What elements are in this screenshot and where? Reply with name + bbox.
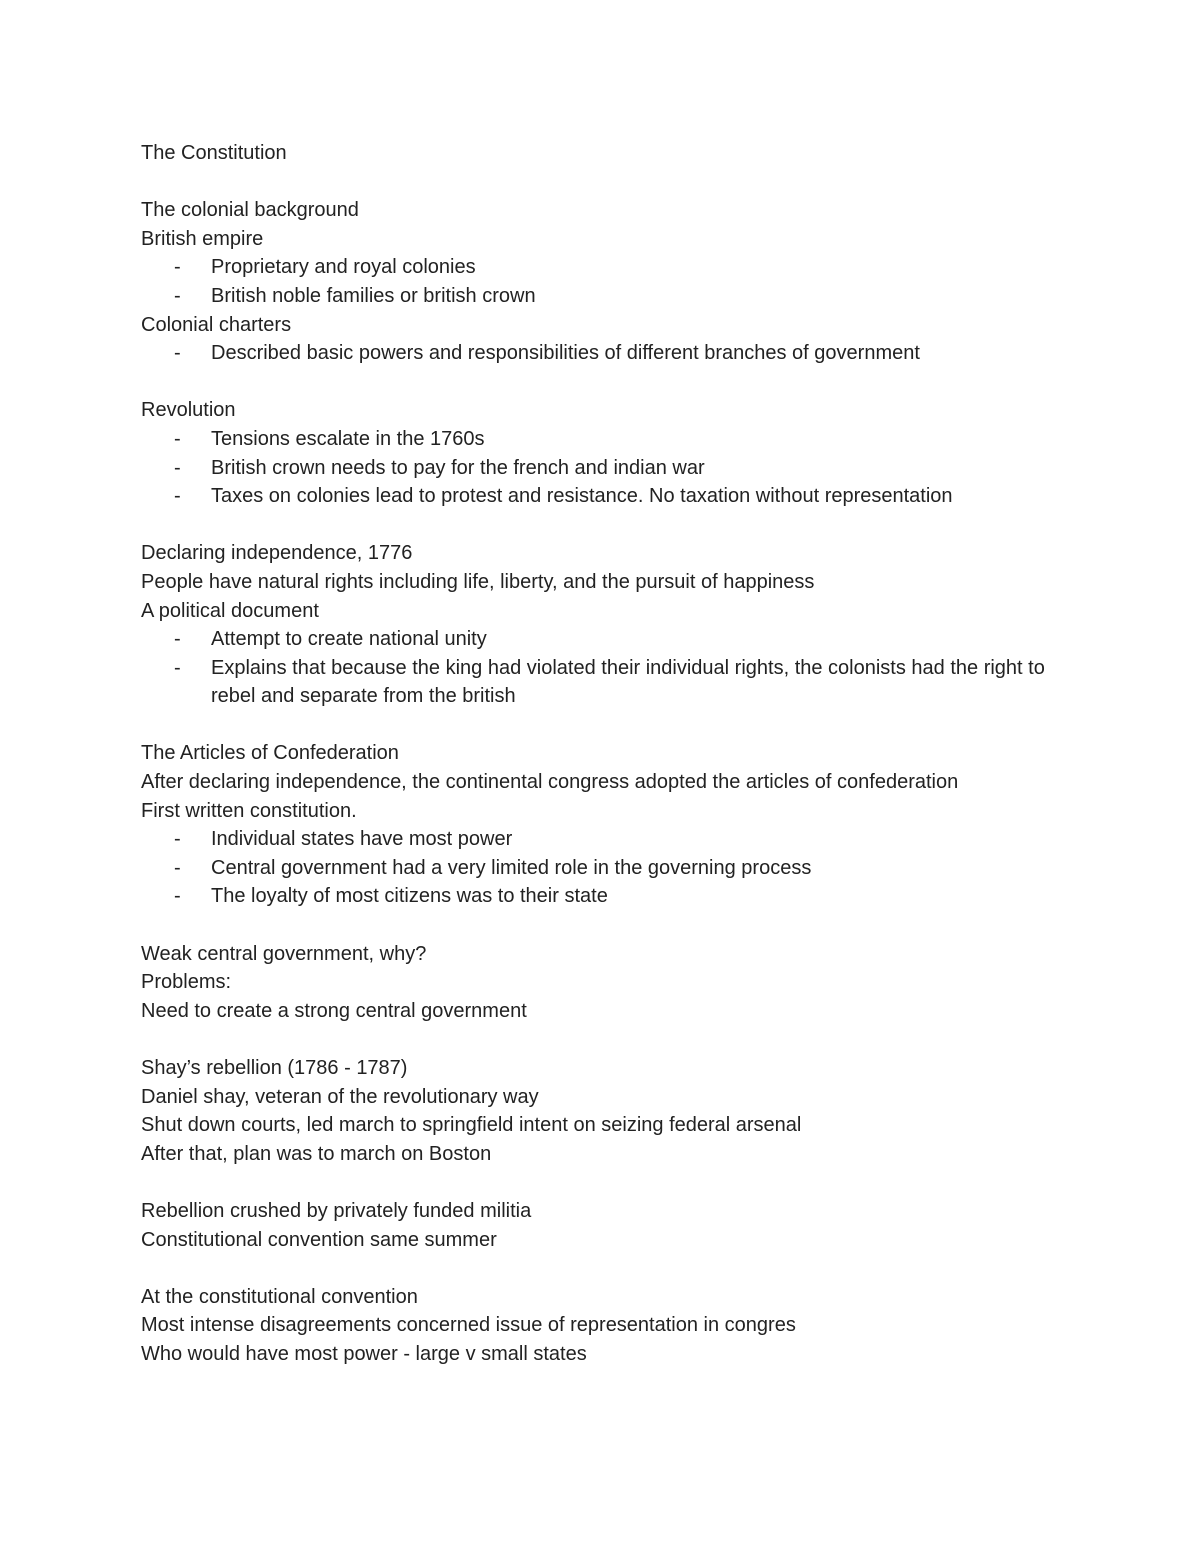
blank-line [141,1254,1081,1283]
bullet-item [141,482,1081,511]
blank-line [141,1168,1081,1197]
blank-line [141,711,1081,740]
bullet-item [141,454,1081,483]
dash-marker: - [174,656,181,679]
bullet-text: The loyalty of most citizens was to their state [211,885,608,908]
dash-marker: - [174,856,181,879]
text-line: Need to create a strong central government [141,999,527,1022]
bullet-text: Taxes on colonies lead to protest and resistance. No taxation without representation [211,485,953,508]
dash-marker: - [174,427,181,450]
text-line: Weak central government, why? [141,942,427,965]
bullet-text: Proprietary and royal colonies [211,256,476,279]
blank-line [141,368,1081,397]
text-line: Constitutional convention same summer [141,1228,497,1251]
dash-marker: - [174,628,181,651]
bullet-item [141,282,1081,311]
text-line: Most intense disagreements concerned issue of representation in congres [141,1314,796,1337]
bullet-item [141,625,1081,654]
bullet-text: Individual states have most power [211,828,513,851]
document-title: The Constitution [141,142,287,164]
bullet-item [141,882,1081,911]
bullet-text: Attempt to create national unity [211,628,487,651]
bullet-text: Central government had a very limited role in the governing process [211,856,812,879]
dash-marker: - [174,456,181,479]
text-line: First written constitution. [141,799,357,822]
dash-marker: - [174,485,181,508]
bullet-item [141,825,1081,854]
text-line: A political document [141,599,319,622]
subheading-british-empire: British empire [141,227,264,250]
text-line: People have natural rights including life, liberty, and the pursuit of happiness [141,570,815,593]
bullet-item [141,253,1081,282]
dash-marker: - [174,342,181,365]
section-heading-colonial: The colonial background [141,199,359,222]
section-heading-shays: Shay’s rebellion (1786 - 1787) [141,1057,408,1079]
blank-line [141,511,1081,540]
text-line: Daniel shay, veteran of the revolutionary way [141,1085,539,1108]
section-heading-convention: At the constitutional convention [141,1285,418,1308]
bullet-item [141,339,1081,368]
text-line: After that, plan was to march on Boston [141,1142,492,1165]
text-line: Shut down courts, led march to springfield intent on seizing federal arsenal [141,1114,802,1137]
dash-marker: - [174,284,181,307]
bullet-text: British crown needs to pay for the french and indian war [211,456,705,479]
document-body [141,139,1081,1369]
blank-line [141,1025,1081,1054]
bullet-text: Tensions escalate in the 1760s [211,427,485,450]
text-line: Problems: [141,971,232,994]
bullet-item [141,654,1081,711]
blank-line [141,911,1081,940]
bullet-item [141,425,1081,454]
section-heading-independence: Declaring independence, 1776 [141,542,413,565]
blank-line [141,168,1081,197]
text-line: Who would have most power - large v small states [141,1342,587,1365]
bullet-item [141,854,1081,883]
bullet-text: British noble families or british crown [211,284,536,307]
text-line: Rebellion crushed by privately funded militia [141,1199,532,1222]
dash-marker: - [174,885,181,908]
section-heading-articles: The Articles of Confederation [141,742,399,765]
bullet-text: Described basic powers and responsibilities of different branches of government [211,342,920,365]
subheading-colonial-charters: Colonial charters [141,313,292,336]
dash-marker: - [174,828,181,851]
section-heading-revolution: Revolution [141,399,236,422]
text-line: After declaring independence, the continental congress adopted the articles of confederation [141,771,959,794]
dash-marker: - [174,256,181,279]
bullet-text: Explains that because the king had violated their individual rights, the colonists had the right to rebel and separate from the british [211,656,1045,708]
